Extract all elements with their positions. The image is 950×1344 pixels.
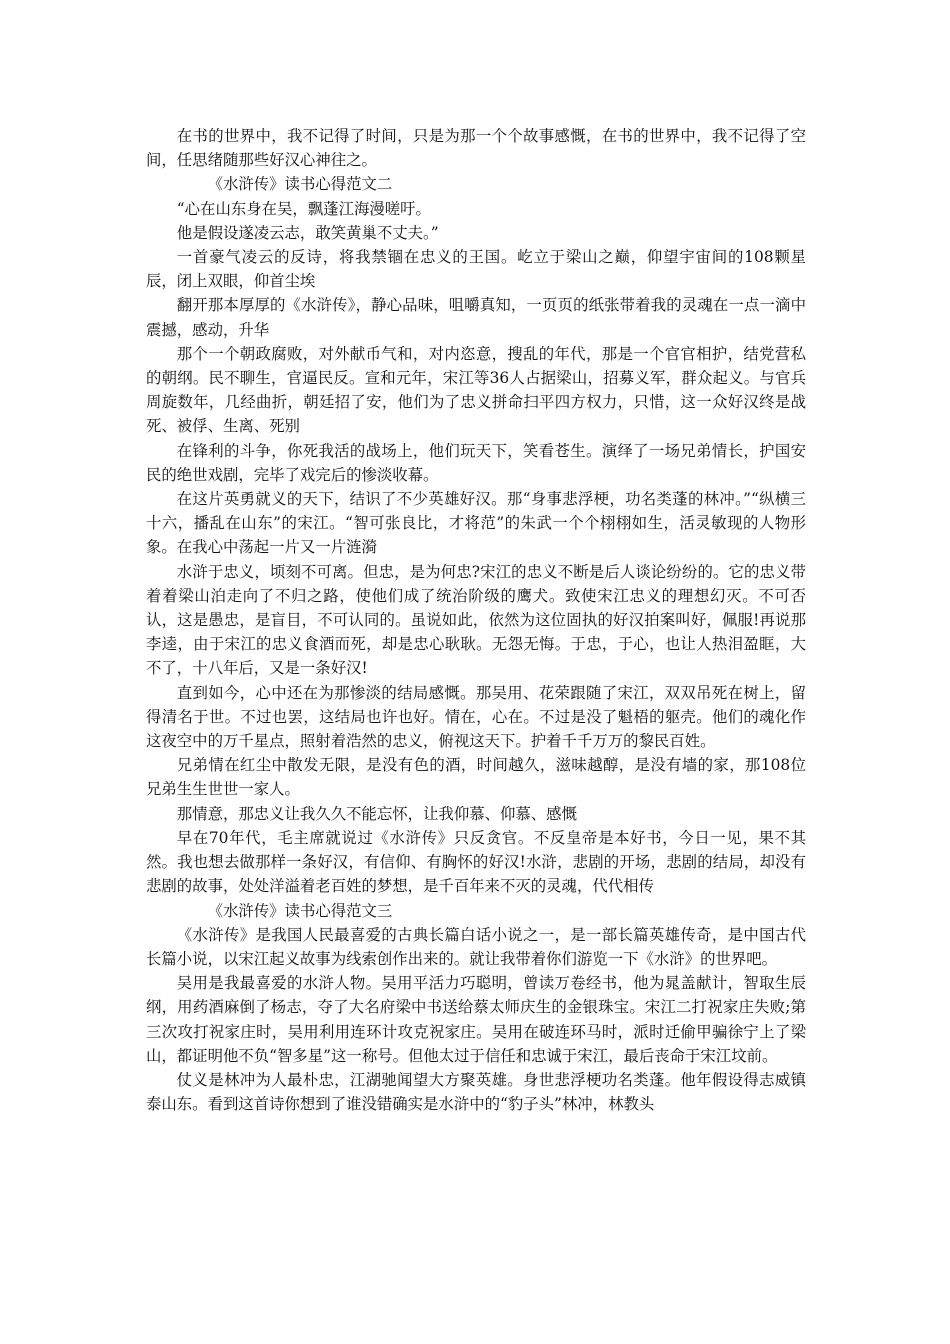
paragraph: 在书的世界中，我不记得了时间，只是为那一个个故事感慨，在书的世界中，我不记得了空间，任思绪随那些好汉心神往之。 xyxy=(146,127,806,170)
paragraph: 《水浒传》是我国人民最喜爱的古典长篇白话小说之一，是一部长篇英雄传奇，是中国古代长篇小说，以宋江起义故事为线索创作出来的。就让我带着你们游览一下《水浒》的世界吧。 xyxy=(146,925,806,968)
paragraph: 兄弟情在红尘中散发无限，是没有色的酒，时间越久，滋味越醇，是没有墙的家，那108位兄弟生生世世一家人。 xyxy=(146,756,806,799)
paragraph: 早在70年代，毛主席就说过《水浒传》只反贪官。不反皇帝是本好书，今日一见，果不其然。我也想去做那样一条好汉，有信仰、有胸怀的好汉!水浒，悲剧的开场，悲剧的结局，却没有悲剧的故事，处处洋溢着老百姓的梦想，是千百年来不灭的灵魂，代代相传 xyxy=(146,828,806,896)
paragraph: 仗义是林冲为人最朴忠，江湖驰闻望大方聚英雄。身世悲浮梗功名类蓬。他年假设得志威镇泰山东。看到这首诗你想到了谁没错确实是水浒中的“豹子头”林冲，林教头 xyxy=(146,1070,806,1114)
paragraph: 翻开那本厚厚的《水浒传》，静心品味，咀嚼真知，一页页的纸张带着我的灵魂在一点一滴中震撼，感动，升华 xyxy=(146,296,806,339)
section-title: 《水浒传》读书心得范文二 xyxy=(207,175,393,194)
poem-line: “心在山东身在吴，飘蓬江海漫嗟吁。 xyxy=(176,199,431,218)
poem-line: 他是假设遂凌云志，敢笑黄巢不丈夫。” xyxy=(176,223,439,242)
paragraph: 在锋利的斗争，你死我活的战场上，他们玩天下，笑看苍生。演绎了一场兄弟情长，护国安民的绝世戏剧，完毕了戏完后的惨淡收幕。 xyxy=(146,441,806,484)
paragraph: 吴用是我最喜爱的水浒人物。吴用平活力巧聪明，曾读万卷经书，他为晁盖献计，智取生辰纲，用药酒麻倒了杨志，夺了大名府梁中书送给蔡太师庆生的金银珠宝。宋江二打祝家庄失败;第三次攻打祝家庄时，吴用利用连环计攻克祝家庄。吴用在破连环马时，派时迁偷甲骗徐宁上了梁山，都证明他不负“智多星”这一称号。但他太过于信任和忠诚于宋江，最后丧命于宋江坟前。 xyxy=(146,974,806,1065)
paragraph: 那个一个朝政腐败，对外献币气和，对内恣意，搜乱的年代，那是一个官官相护，结党营私的朝纲。民不聊生，官逼民反。宣和元年，宋江等36人占据梁山，招募义军，群众起义。与官兵周旋数年，几经曲折，朝廷招了安，他们为了忠义拼命扫平四方权力，只惜，这一众好汉终是战死、被俘、生离、死别 xyxy=(146,344,806,436)
section-title: 《水浒传》读书心得范文三 xyxy=(207,901,393,920)
paragraph: 一首豪气凌云的反诗，将我禁锢在忠义的王国。屹立于梁山之巅，仰望宇宙间的108颗星辰，闭上双眼，仰首尘埃 xyxy=(146,248,806,291)
paragraph: 在这片英勇就义的天下，结识了不少英雄好汉。那“身事悲浮梗，功名类蓬的林冲。”“纵横三十六，播乱在山东”的宋江。“智可张良比，才将范”的朱武一个个栩栩如生，活灵敏现的人物形象。在我心中荡起一片又一片涟漪 xyxy=(146,490,806,557)
document-page xyxy=(146,124,806,1116)
paragraph: 直到如今，心中还在为那惨淡的结局感慨。那吴用、花荣跟随了宋江，双双吊死在树上，留得清名于世。不过也罢，这结局也许也好。情在，心在。不过是没了魁梧的躯壳。他们的魂化作这夜空中的万千星点，照射着浩然的忠义，俯视这天下。护着千千万万的黎民百姓。 xyxy=(146,683,806,751)
paragraph: 那情意，那忠义让我久久不能忘怀，让我仰慕、仰慕、感慨 xyxy=(176,804,577,823)
paragraph: 水浒于忠义，顷刻不可离。但忠，是为何忠?宋江的忠义不断是后人谈论纷纷的。它的忠义带着着梁山泊走向了不归之路，使他们成了统治阶级的鹰犬。致使宋江忠义的理想幻灭。不可否认，这是愚忠，是盲目，不可认同的。虽说如此，依然为这位固执的好汉拍案叫好，佩服!再说那李逵，由于宋江的忠义食酒而死，却是忠心耿耿。无怨无悔。于忠，于心，也让人热泪盈眶，大不了，十八年后，又是一条好汉! xyxy=(146,562,806,678)
